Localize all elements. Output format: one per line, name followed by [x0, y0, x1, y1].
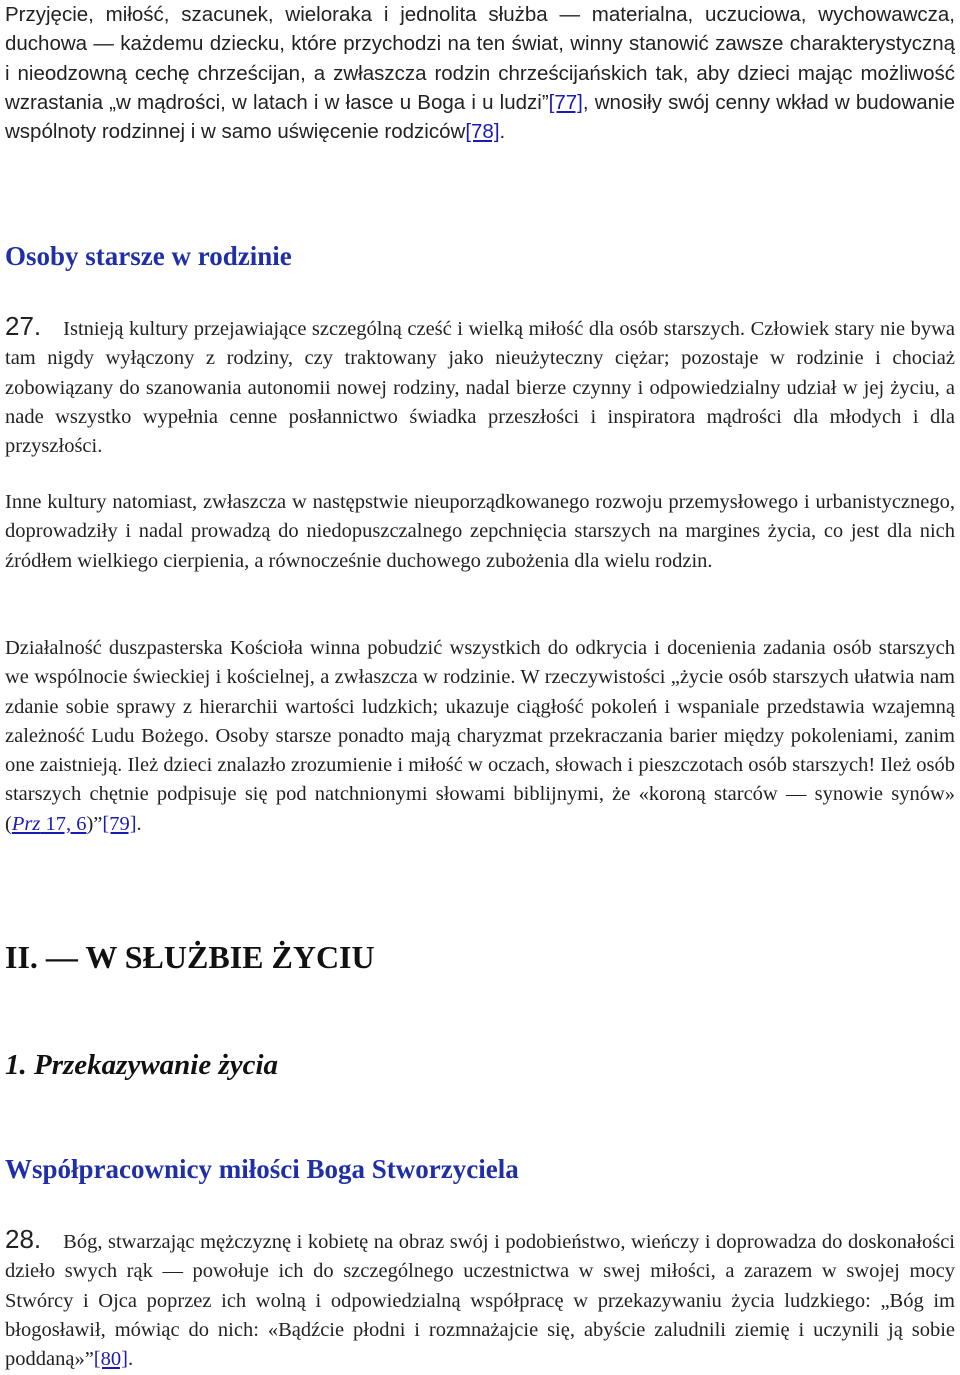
- footnote-link-78[interactable]: [78]: [465, 120, 500, 144]
- intro-paragraph-block: [5, 0, 955, 146]
- paragraph-28-text: Bóg, stwarzając mężczyznę i kobietę na obraz swój i podobieństwo, wieńczy i doprowadza do doskonałości dzieło swych rąk — powołuje ich do szczególnego uczestnictwa w swej miłości, a zarazem w swojej mocy Stwórcy i Ojca poprzez ich wolną i odpowiedzialną współpracę w przekazywaniu życia ludzkiego: „Bóg im błogosławił, mówiąc do nich: «Bądźcie płodni i rozmnażajcie się, abyście zaludnili ziemię i uczynili ją sobie poddaną»”: [5, 1231, 955, 1371]
- part-two-heading-block: [5, 937, 955, 977]
- section-cooperators-heading-block: [5, 1152, 955, 1186]
- paragraph-27c-close: )”: [86, 812, 103, 835]
- chapter-heading: 1. Przekazywanie życia: [5, 1049, 279, 1081]
- chapter-heading-block: [5, 1047, 955, 1083]
- intro-text-continued: , wnosiły swój cenny wkład w budowanie wspólnoty rodzinnej i w samo uświęcenie rodziców: [5, 90, 956, 144]
- paragraph-27: [5, 312, 955, 461]
- paragraph-27c: [5, 634, 955, 839]
- paragraph-27c-text: Działalność duszpasterska Kościoła winna pobudzić wszystkich do odkrycia i docenienia zadania osób starszych we wspólnocie świeckiej i kościelnej, a zwłaszcza w rodzinie. W rzeczywistości „życie osób starszych ułatwia nam zdanie sobie sprawy z hierarchii wartości ludzkich; ukazuje ciągłość pokoleń i wspaniale przedstawia wzajemną zależność Ludu Bożego. Osoby starsze ponadto mają charyzmat przekraczania barier między pokoleniami, zanim one zaistnieją. Ileż dzieci znalazło zrozumienie i miłość w oczach, słowach i pieszczotach osób starszych! Ileż osób starszych chętnie podpisuje się pod natchnionymi słowami biblijnymi, że «koroną starców — synowie synów» (: [5, 637, 955, 835]
- paragraph-27b: Inne kultury natomiast, zwłaszcza w następstwie nieuporządkowanego rozwoju przemysłowego i urbanistycznego, doprowadziły i nadal prowadzą do niedopuszczalnego zepchnięcia starszych na margines życia, co jest dla nich źródłem wielkiego cierpienia, a równocześnie duchowego zubożenia dla wielu rodzin.: [5, 491, 955, 572]
- section-elderly-heading-block: [5, 239, 955, 273]
- paragraph-27c-block: [5, 634, 955, 839]
- paragraph-number-27: 27.: [5, 311, 42, 341]
- intro-text-end: .: [499, 120, 506, 144]
- paragraph-27b-block: [5, 488, 955, 576]
- paragraph-27-text: Istnieją kultury przejawiające szczególną cześć i wielką miłość dla osób starszych. Człowiek stary nie bywa tam nigdy wyłączony z rodziny, czy traktowany jako nieużyteczny ciężar; pozostaje w rodzinie i chociaż zobowiązany do szanowania autonomii nowej rodziny, nadal bierze czynny i odpowiedzialny udział w jej życiu, a nade wszystko wypełnia cenne posłannictwo świadka przeszłości i inspiratora mądrości dla młodych i dla przyszłości.: [5, 318, 955, 458]
- section-heading-elderly: Osoby starsze w rodzinie: [5, 241, 292, 271]
- intro-text: Przyjęcie, miłość, szacunek, wieloraka i jednolita służba — materialna, uczuciowa, wychowawcza, duchowa — każdemu dziecku, które przychodzi na ten świat, winny stanowić zawsze charakterystyczną i nieodzowną cechę chrześcijan, a zwłaszcza rodzin chrześcijańskich tak, aby dzieci mając możliwość wzrastania „w mądrości, w latach i w łasce u Boga i u ludzi”: [5, 3, 955, 114]
- paragraph-28-end: .: [127, 1348, 134, 1371]
- bible-reference-link[interactable]: Prz: [11, 812, 41, 835]
- footnote-link-80[interactable]: [80]: [93, 1348, 128, 1371]
- bible-verse-link[interactable]: 17, 6: [40, 812, 87, 835]
- paragraph-27-block: [5, 312, 955, 461]
- footnote-link-77[interactable]: [77]: [548, 90, 583, 114]
- footnote-link-79[interactable]: [79]: [102, 812, 137, 835]
- paragraph-28-block: [5, 1225, 955, 1374]
- paragraph-number-28: 28.: [5, 1224, 42, 1254]
- paragraph-28: [5, 1225, 955, 1374]
- intro-paragraph: [5, 0, 955, 146]
- part-heading: II. — W SŁUŻBIE ŻYCIU: [5, 939, 375, 975]
- paragraph-27c-end: .: [136, 812, 142, 835]
- section-heading-cooperators: Współpracownicy miłości Boga Stworzyciela: [5, 1154, 519, 1184]
